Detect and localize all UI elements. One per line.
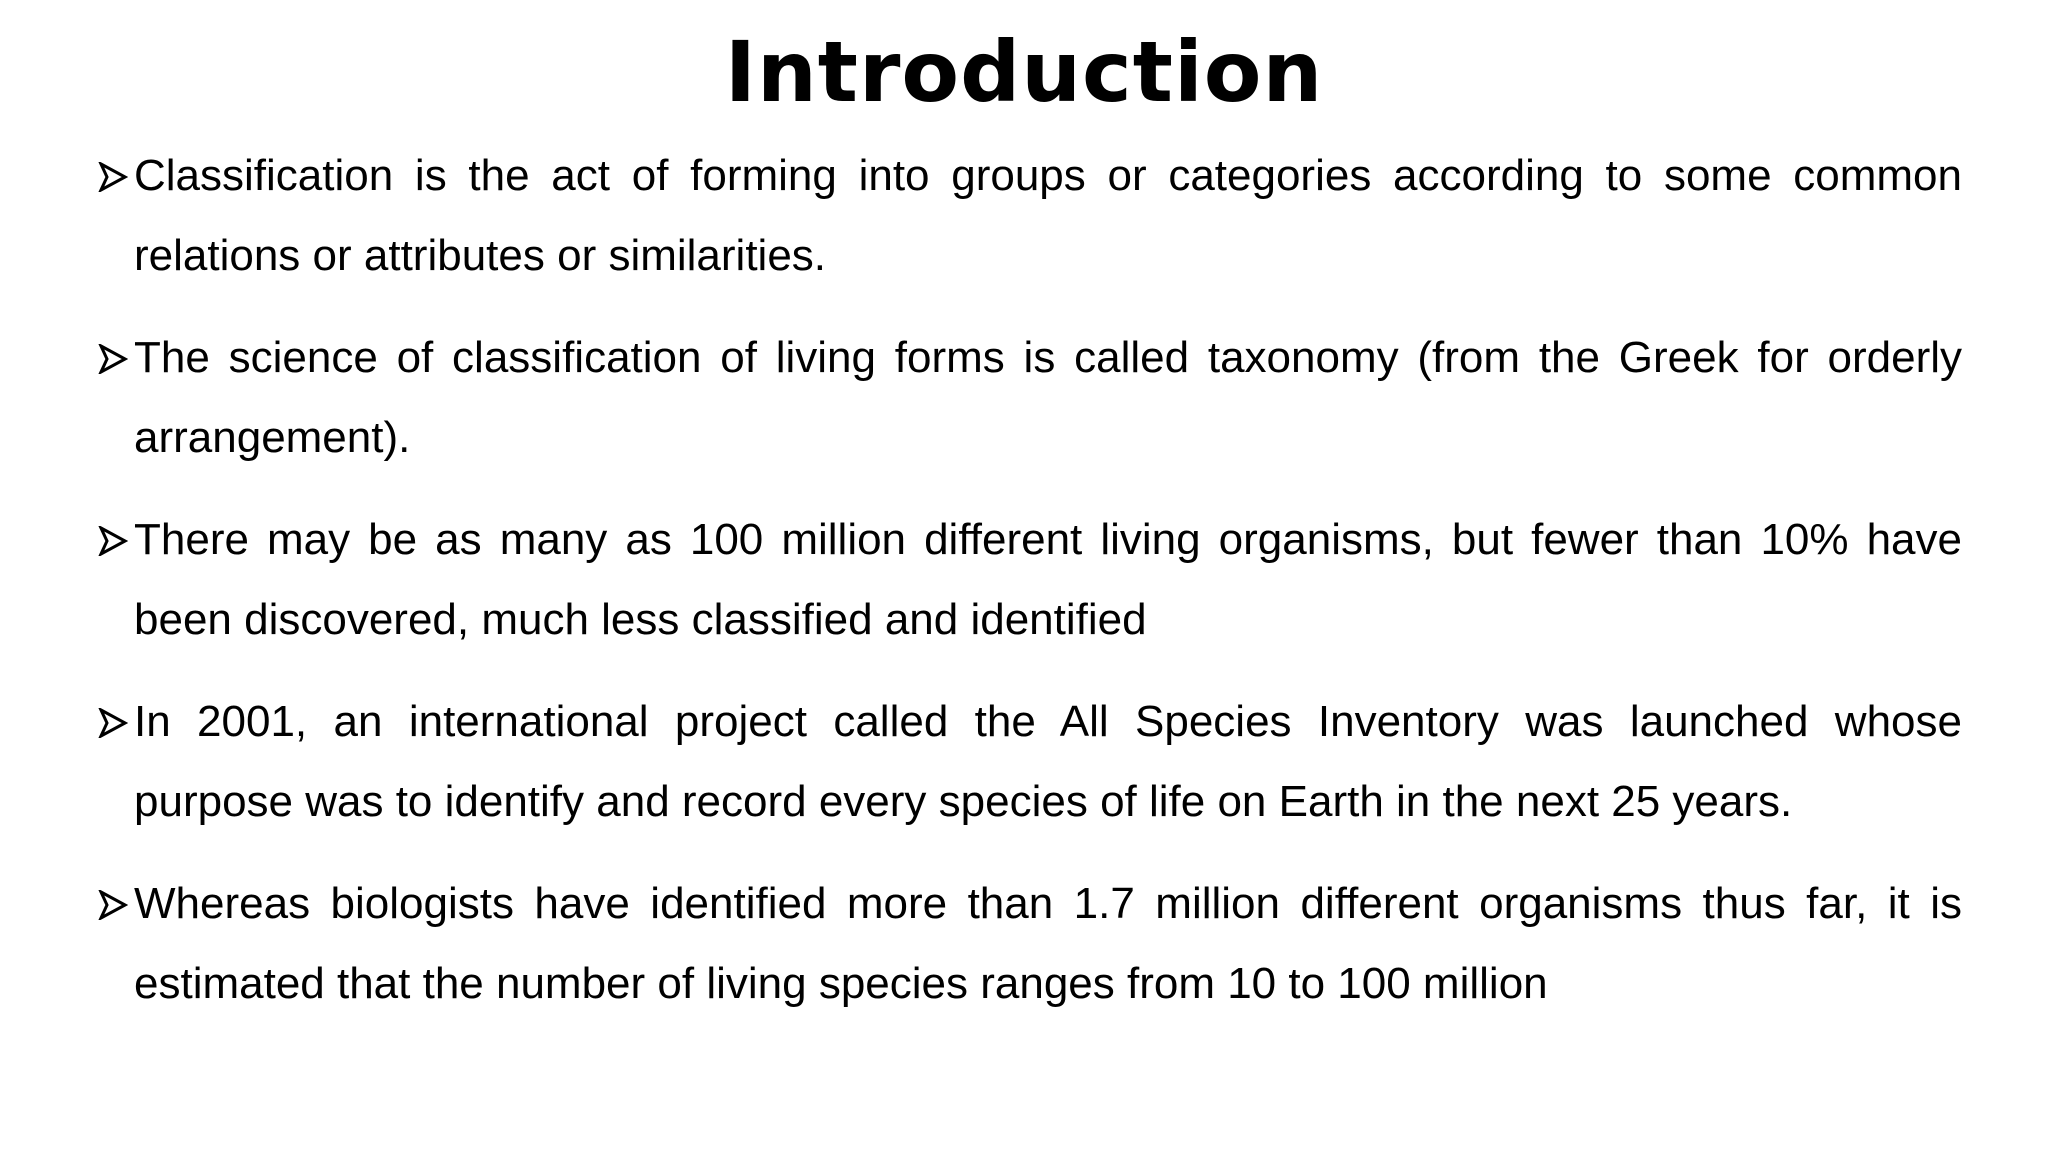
arrowhead-bullet-icon	[98, 526, 128, 556]
bullet-item	[98, 864, 1962, 1024]
bullet-text: There may be as many as 100 million different living organisms, but fewer than 10% have been discovered, much less classified and identified	[134, 515, 1962, 644]
bullet-item	[98, 318, 1962, 478]
arrowhead-bullet-icon	[98, 890, 128, 920]
bullet-text: Whereas biologists have identified more than 1.7 million different organisms thus far, it is estimated that the number of living species ranges from 10 to 100 million	[134, 879, 1962, 1008]
bullet-item	[98, 136, 1962, 296]
slide-title: Introduction	[724, 23, 1324, 121]
bullet-text: The science of classification of living forms is called taxonomy (from the Greek for orderly arrangement).	[134, 333, 1962, 462]
arrowhead-bullet-icon	[98, 708, 128, 738]
bullet-list	[98, 136, 1962, 1046]
bullet-item	[98, 682, 1962, 842]
bullet-item	[98, 500, 1962, 660]
bullet-text: In 2001, an international project called the All Species Inventory was launched whose purpose was to identify and record every species of life on Earth in the next 25 years.	[134, 697, 1962, 826]
arrowhead-bullet-icon	[98, 162, 128, 192]
arrowhead-bullet-icon	[98, 344, 128, 374]
bullet-text: Classification is the act of forming into groups or categories according to some common relations or attributes or similarities.	[134, 151, 1962, 280]
